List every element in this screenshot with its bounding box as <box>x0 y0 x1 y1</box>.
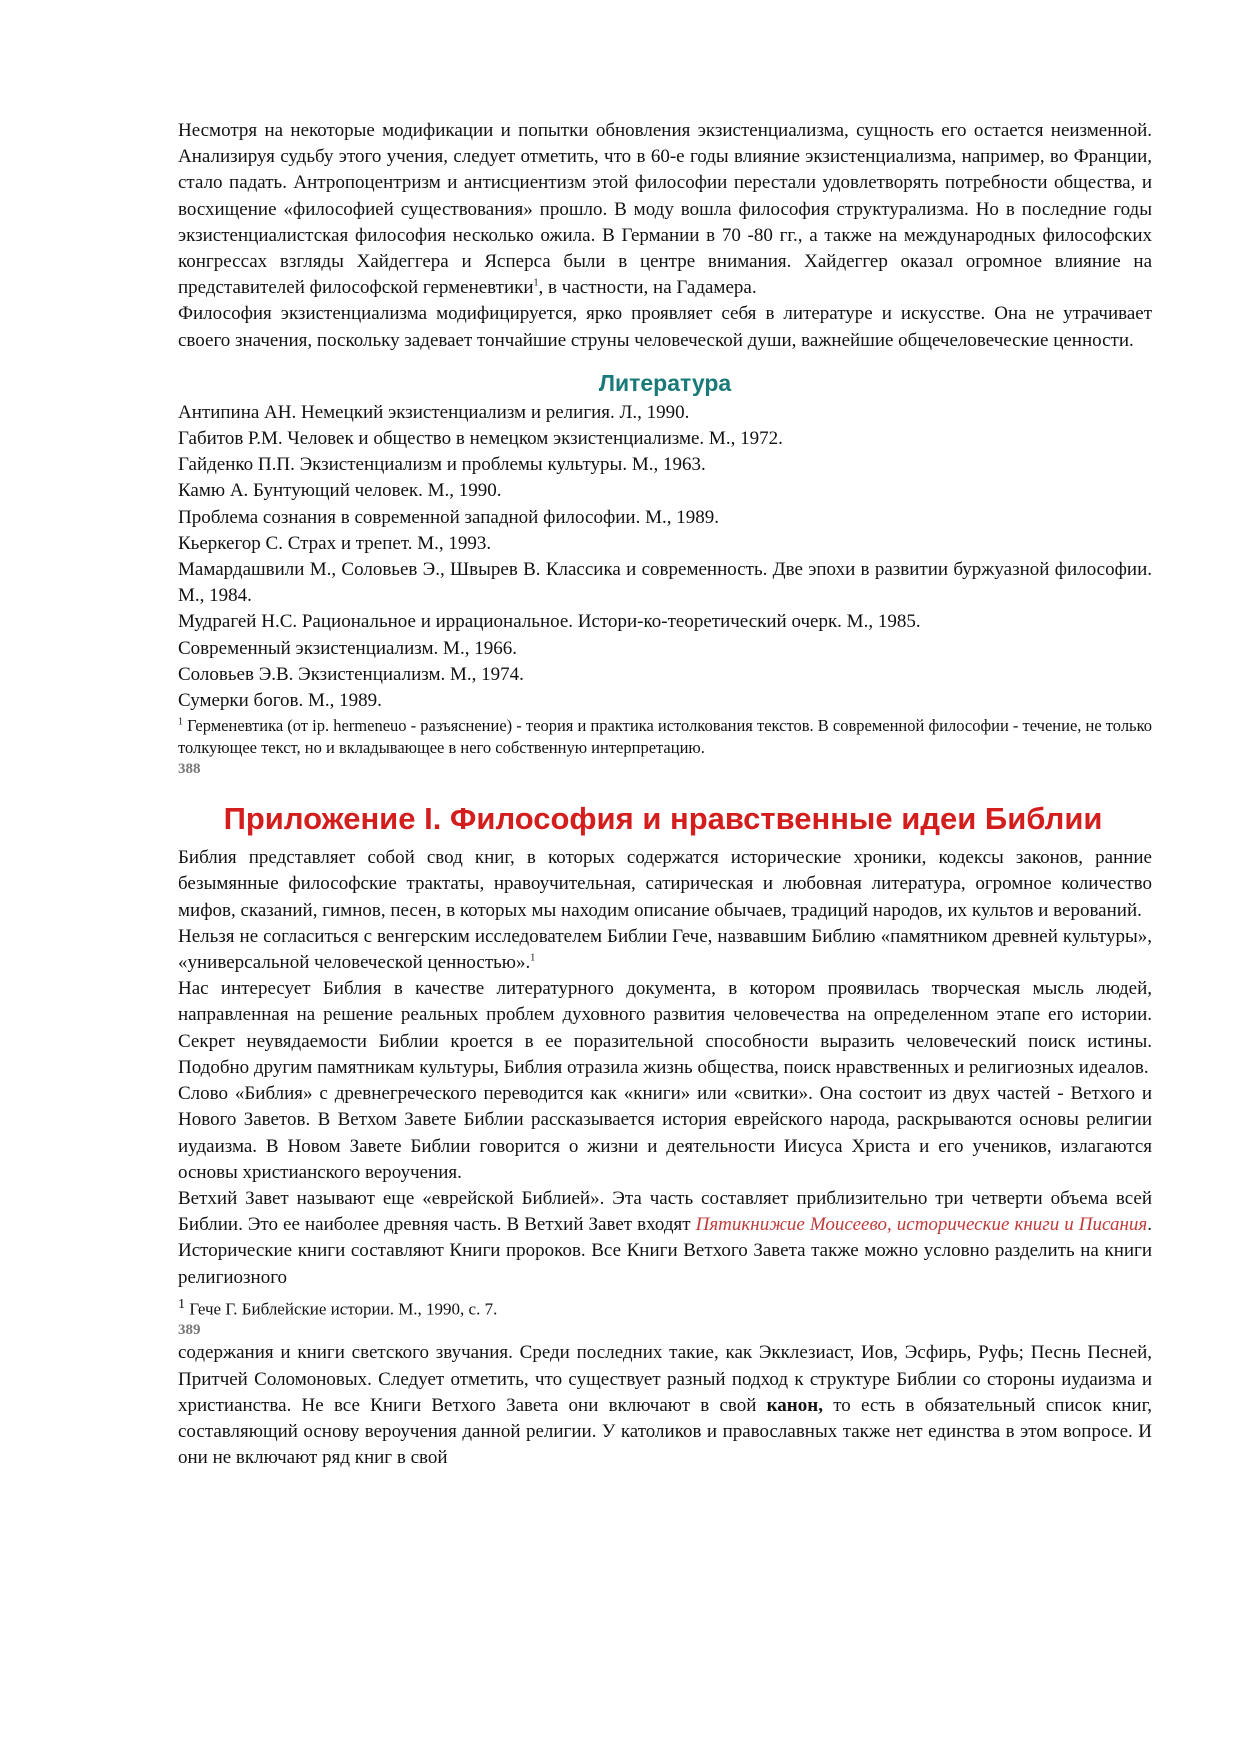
appendix-paragraph-6 <box>178 1340 1152 1471</box>
appendix-paragraph-2 <box>178 924 1152 976</box>
footnote-mark: 1 <box>178 716 183 728</box>
literature-list <box>178 400 1152 714</box>
appendix-paragraph-4: Слово «Библия» с древнегреческого переводится как «книги» или «свитки». Она состоит из двух частей - Ветхого и Нового Заветов. В Ветхом Завете Библии рассказывается история еврейского народа, раскрываются основы религии иудаизма. В Новом Завете Библии говорится о жизни и деятельности Иисуса Христа и его учеников, излагаются основы христианского вероучения. <box>178 1083 1152 1183</box>
appendix-paragraph-5-text: Ветхий Завет называют еще «еврейской Библией». Эта часть составляет приблизительно три четверти объема всей Библии. Это ее наиболее древняя часть. В Ветхий Завет входят <box>178 1187 1152 1236</box>
literature-item: Мамардашвили М., Соловьев Э., Швырев В. Классика и современность. Две эпохи в развитии буржуазной философии. М., 1984. <box>178 559 1152 607</box>
document-page <box>178 118 1152 1471</box>
appendix-paragraph-5-tail: . Исторические книги составляют Книги пророков. Все Книги Ветхого Завета также можно условно разделить на книги религиозного <box>178 1214 1152 1288</box>
intro-paragraph-1 <box>178 118 1152 301</box>
literature-item: Антипина АН. Немецкий экзистенциализм и религия. Л., 1990. <box>178 401 690 423</box>
literature-item: Габитов Р.М. Человек и общество в немецком экзистенциализме. М., 1972. <box>178 428 783 450</box>
footnote-reference[interactable]: 1 <box>533 277 539 289</box>
appendix-paragraph-1: Библия представляет собой свод книг, в которых содержатся исторические хроники, кодексы законов, ранние безымянные философские трактаты, нравоучительная, сатирическая и любовная литература, огромное количество мифов, сказаний, гимнов, песен, в которых мы находим описание обычаев, традиций народов, их культов и верований. <box>178 847 1152 921</box>
appendix-paragraph-3: Нас интересует Библия в качестве литературного документа, в котором проявилась творческая мысль людей, направленная на решение реальных проблем духовного развития человечества на определенном этапе его истории. Секрет неувядаемости Библии кроется в ее поразительной способности выразить человеческий поиск истины. Подобно другим памятникам культуры, Библия отразила жизнь общества, поиск нравственных и религиозных идеалов. <box>178 978 1152 1078</box>
page-number: 388 <box>178 761 201 778</box>
canon-term: канон, <box>766 1394 823 1416</box>
literature-item: Проблема сознания в современной западной философии. М., 1989. <box>178 506 719 528</box>
appendix-paragraph-5 <box>178 1186 1152 1291</box>
literature-item: Современный экзистенциализм. М., 1966. <box>178 637 517 659</box>
literature-item: Кьеркегор С. Страх и трепет. М., 1993. <box>178 532 492 554</box>
appendix-paragraph-2-text: Нельзя не согласиться с венгерским исследователем Библии Гече, назвавшим Библию «памятником древней культуры», «универсальной человеческой ценностью». <box>178 925 1152 974</box>
footnote-mark: 1 <box>178 1295 186 1312</box>
page-number: 389 <box>178 1322 201 1339</box>
appendix-heading: Приложение I. Философия и нравственные идеи Библии <box>223 801 1103 837</box>
footnote-hermeneutics <box>178 715 1152 759</box>
footnote-geche <box>178 1293 1152 1321</box>
intro-paragraph-1-text: Несмотря на некоторые модификации и попытки обновления экзистенциализма, сущность его остается неизменной. Анализируя судьбу этого учения, следует отметить, что в 60-е годы влияние экзистенциализма, например, во Франции, стало падать. Антропоцентризм и антисциентизм этой философии перестали удовлетворять потребности общества, и восхищение «философией существования» прошло. В моду вошла философия структурализма. Но в последние годы экзистенциалистская философия несколько ожила. В Германии в 70 -80 гг., а также на международных философских конгрессах взгляды Хайдеггера и Ясперса были в центре внимания. Хайдеггер оказал огромное влияние на представителей философской герменевтики <box>178 120 1152 299</box>
intro-paragraph-1-tail: , в частности, на Гадамера. <box>538 277 757 299</box>
appendix-paragraph-6-text: содержания и книги светского звучания. Среди последних такие, как Экклезиаст, Иов, Эсфирь, Руфь; Песнь Песней, Притчей Соломоновых. Следует отметить, что существует разный подход к структуре Библии со стороны иудаизма и христианства. Не все Книги Ветхого Завета они включают в свой <box>178 1342 1152 1416</box>
footnote-text: Гече Г. Библейские истории. М., 1990, с. 7. <box>185 1299 498 1319</box>
literature-item: Камю А. Бунтующий человек. М., 1990. <box>178 480 502 502</box>
pentateuch-link[interactable]: Пятикнижие Моисеево, исторические книги и Писания <box>695 1214 1148 1236</box>
literature-item: Гайденко П.П. Экзистенциализм и проблемы культуры. М., 1963. <box>178 454 706 476</box>
footnote-text: Герменевтика (от ip. hermeneuo - разъяснение) - теория и практика истолкования текстов. В современной философии - течение, не только толкующее текст, но и вкладывающее в него собственную интерпретацию. <box>178 716 1153 758</box>
literature-item: Соловьев Э.В. Экзистенциализм. М., 1974. <box>178 663 524 685</box>
literature-item: Сумерки богов. М., 1989. <box>178 690 382 712</box>
intro-paragraph-2: Философия экзистенциализма модифицируется, ярко проявляет себя в литературе и искусстве. Она не утрачивает своего значения, поскольку задевает тончайшие струны человеческой души, важнейшие общечеловеческие ценности. <box>178 303 1152 351</box>
footnote-reference[interactable]: 1 <box>530 952 536 964</box>
literature-heading: Литература <box>598 369 732 396</box>
appendix-paragraph-6-tail: то есть в обязательный список книг, составляющий основу вероучения данной религии. У католиков и православных также нет единства в этом вопросе. И они не включают ряд книг в свой <box>178 1394 1152 1469</box>
literature-item: Мудрагей Н.С. Рациональное и иррациональное. Истори-ко-теоретический очерк. М., 1985. <box>178 611 921 633</box>
